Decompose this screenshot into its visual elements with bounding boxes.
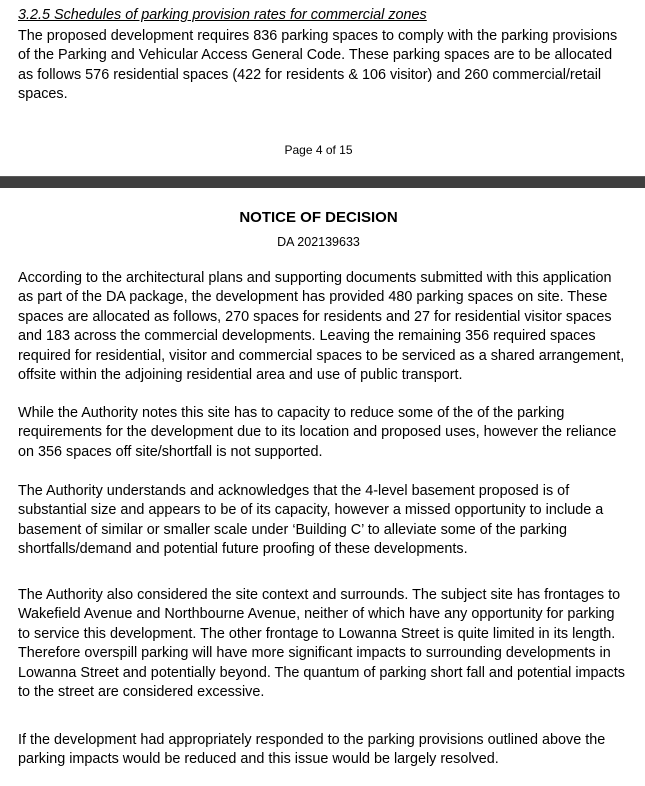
paragraph-parking-provided: According to the architectural plans and supporting documents submitted with this application as part of the DA package, the development has provided 480 parking spaces on site. These spaces are allocated as follows, 270 spaces for residents and 27 for residential visitor spaces and 183 across the commercial developments. Leaving the remaining 356 required spaces required for residential, visitor and commercial spaces to be serviced as a shared arrangement, offsite within the adjoining residential area and use of public transport. (18, 270, 625, 384)
paragraph-authority-notes: While the Authority notes this site has to capacity to reduce some of the of the parking requirements for the development due to its location and proposed uses, however the reliance on 356 spaces off site/shortfall is not supported. (18, 405, 617, 460)
parking-requirements-paragraph: The proposed development requires 836 parking spaces to comply with the parking provisions of the Parking and Vehicular Access General Code. These parking spaces are to be allocated as follows 576 residential spaces (422 for residents & 106 visitor) and 260 commercial/retail spaces. (18, 28, 618, 103)
notice-page (0, 188, 645, 786)
paragraph-site-context: The Authority also considered the site context and surrounds. The subject site has frontages to Wakefield Avenue and Northbourne Avenue, neither of which have any opportunity for parking to service this development. The other frontage to Lowanna Street is quite limited in its length. Therefore overspill parking will have more significant impacts to surrounding developments in Lowanna Street and potentially beyond. The quantum of parking short fall and potential impacts to the street are considered excessive. (18, 587, 625, 701)
page-number: Page 4 of 15 (284, 143, 353, 157)
section-heading: 3.2.5 Schedules of parking provision rates for commercial zones (18, 7, 427, 23)
da-number: DA 202139633 (277, 235, 360, 249)
paragraph-conclusion: If the development had appropriately responded to the parking provisions outlined above the parking impacts would be reduced and this issue would be largely resolved. (18, 732, 606, 768)
previous-page-footer-section (0, 0, 645, 176)
notice-title: NOTICE OF DECISION (239, 209, 398, 226)
page-separator (0, 176, 645, 188)
paragraph-basement: The Authority understands and acknowledges that the 4-level basement proposed is of substantial size and appears to be of its capacity, however a missed opportunity to include a basement of similar or smaller scale under ‘Building C’ to alleviate some of the parking shortfalls/demand and potential future proofing of these developments. (18, 483, 604, 558)
